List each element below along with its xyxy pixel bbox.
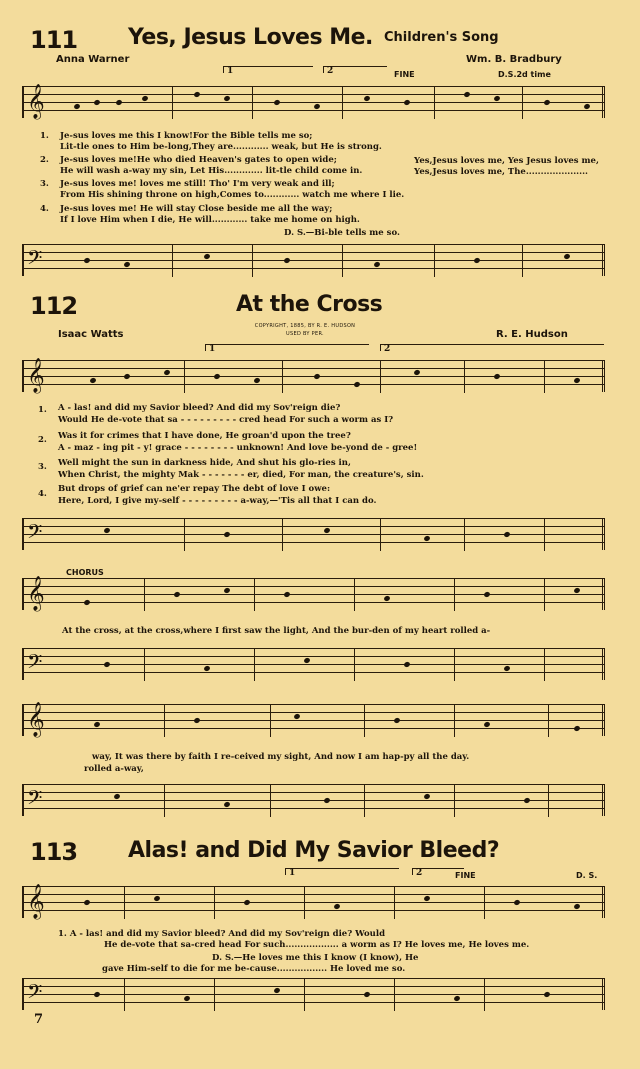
verse-number: 4. — [40, 204, 49, 214]
treble-staff — [22, 86, 605, 118]
verse-line: Was it for crimes that I have done, He groan'd upon the tree? — [58, 431, 351, 441]
bass-clef-icon: 𝄢 — [27, 786, 43, 814]
used-by: USED BY PER. — [286, 331, 324, 337]
treble-clef-icon: 𝄞 — [27, 84, 45, 119]
verse-line: From His shining throne on high,Comes to............ watch me where I lie. — [60, 190, 405, 200]
hymn-title: Alas! and Did My Savior Bleed? — [128, 838, 500, 863]
chorus-label: CHORUS — [66, 568, 104, 577]
treble-staff — [22, 886, 605, 918]
treble-clef-icon: 𝄞 — [27, 358, 45, 393]
composer: R. E. Hudson — [496, 329, 568, 340]
verse-line: Je-sus loves me! He will stay Close beside me all the way; — [60, 204, 333, 214]
treble-clef-icon: 𝄞 — [27, 702, 45, 737]
bass-clef-icon: 𝄢 — [27, 980, 43, 1008]
verse-line: Je-sus loves me this I know!For the Bible tells me so; — [60, 131, 313, 141]
refrain-line: Yes,Jesus loves me, Yes Jesus loves me, — [414, 156, 599, 166]
chorus-line: At the cross, at the cross,where I first saw the light, And the bur-den of my heart rolled a- — [62, 626, 491, 636]
composer: Wm. B. Bradbury — [466, 54, 562, 65]
volta-2: 2 — [380, 344, 604, 351]
lyricist: Isaac Watts — [58, 329, 124, 340]
verse-number: 2. — [38, 435, 47, 445]
ds-line: D. S.—Bi-ble tells me so. — [284, 228, 400, 238]
verse-line: D. S.—He loves me this I know (I know), He — [212, 953, 419, 963]
volta-1: 1 — [285, 868, 399, 875]
verse-line: When Christ, the mighty Mak - - - - - - - er, died, For man, the creature's, sin. — [58, 470, 424, 480]
hymn-title: At the Cross — [236, 292, 383, 317]
verse-line: He will wash a-way my sin, Let His............. lit-tle child come in. — [60, 166, 363, 176]
lyricist: Anna Warner — [56, 54, 130, 65]
chorus-line: way, It was there by faith I re-ceived my sight, And now I am hap-py all the day. — [92, 752, 470, 762]
verse-line: A - las! and did my Savior bleed? And did my Sov'reign die? — [58, 403, 341, 413]
hymn-number: 113 — [30, 838, 78, 866]
verse-number: 3. — [40, 179, 49, 189]
treble-clef-icon: 𝄞 — [27, 884, 45, 919]
verse-line: gave Him-self to die for me be-cause................. He loved me so. — [102, 964, 406, 974]
verse-number: 3. — [38, 462, 47, 472]
hymn-title: Yes, Jesus Loves Me. — [128, 25, 373, 50]
ds-mark: D. S. — [576, 871, 598, 880]
hymn-number: 111 — [30, 26, 78, 54]
treble-clef-icon: 𝄞 — [27, 576, 45, 611]
treble-staff — [22, 704, 605, 736]
bass-clef-icon: 𝄢 — [27, 520, 43, 548]
hymn-subtitle: Children's Song — [384, 30, 499, 45]
fine-mark: FINE — [394, 70, 415, 79]
ds-mark: D.S.2d time — [498, 70, 551, 79]
refrain-line: Yes,Jesus loves me, The..................... — [414, 167, 588, 177]
volta-2: 2 — [323, 66, 387, 73]
fine-mark: FINE — [455, 871, 476, 880]
verse-number: 1. — [40, 131, 49, 141]
bass-staff — [22, 978, 605, 1010]
treble-staff — [22, 578, 605, 610]
chorus-line: rolled a-way, — [84, 764, 144, 774]
bass-staff — [22, 518, 605, 550]
verse-line: Here, Lord, I give my-self - - - - - - - - - a-way,—'Tis all that I can do. — [58, 496, 377, 506]
verse-line: Well might the sun in darkness hide, And shut his glo-ries in, — [58, 458, 351, 468]
verse-line: 1. A - las! and did my Savior bleed? And did my Sov'reign die? Would — [58, 929, 386, 939]
verse-line: Would He de-vote that sa - - - - - - - - - cred head For such a worm as I? — [58, 415, 394, 425]
bass-staff — [22, 784, 605, 816]
verse-line: Lit-tle ones to Him be-long,They are............ weak, but He is strong. — [60, 142, 382, 152]
bass-clef-icon: 𝄢 — [27, 246, 43, 274]
bass-staff — [22, 244, 605, 276]
verse-line: If I love Him when I die, He will............ take me home on high. — [60, 215, 360, 225]
verse-number: 4. — [38, 489, 47, 499]
bass-clef-icon: 𝄢 — [27, 650, 43, 678]
volta-1: 1 — [205, 344, 369, 351]
verse-line: But drops of grief can ne'er repay The debt of love I owe: — [58, 484, 331, 494]
page-number: 7 — [34, 1012, 44, 1027]
verse-line: He de-vote that sa-cred head For such.................. a worm as I? He loves me, He loves me. — [104, 940, 530, 950]
copyright: COPYRIGHT, 1885, BY R. E. HUDSON — [254, 323, 356, 329]
verse-line: Je-sus loves me!He who died Heaven's gates to open wide; — [60, 155, 337, 165]
treble-staff — [22, 360, 605, 392]
verse-line: A - maz - ing pit - y! grace - - - - - - - - unknown! And love be-yond de - gree! — [58, 443, 418, 453]
verse-number: 1. — [38, 405, 47, 415]
bass-staff — [22, 648, 605, 680]
volta-2: 2 — [412, 868, 464, 875]
volta-1: 1 — [223, 66, 313, 73]
verse-line: Je-sus loves me! loves me still! Tho' I'm very weak and ill; — [60, 179, 335, 189]
hymn-number: 112 — [30, 292, 78, 320]
verse-number: 2. — [40, 155, 49, 165]
